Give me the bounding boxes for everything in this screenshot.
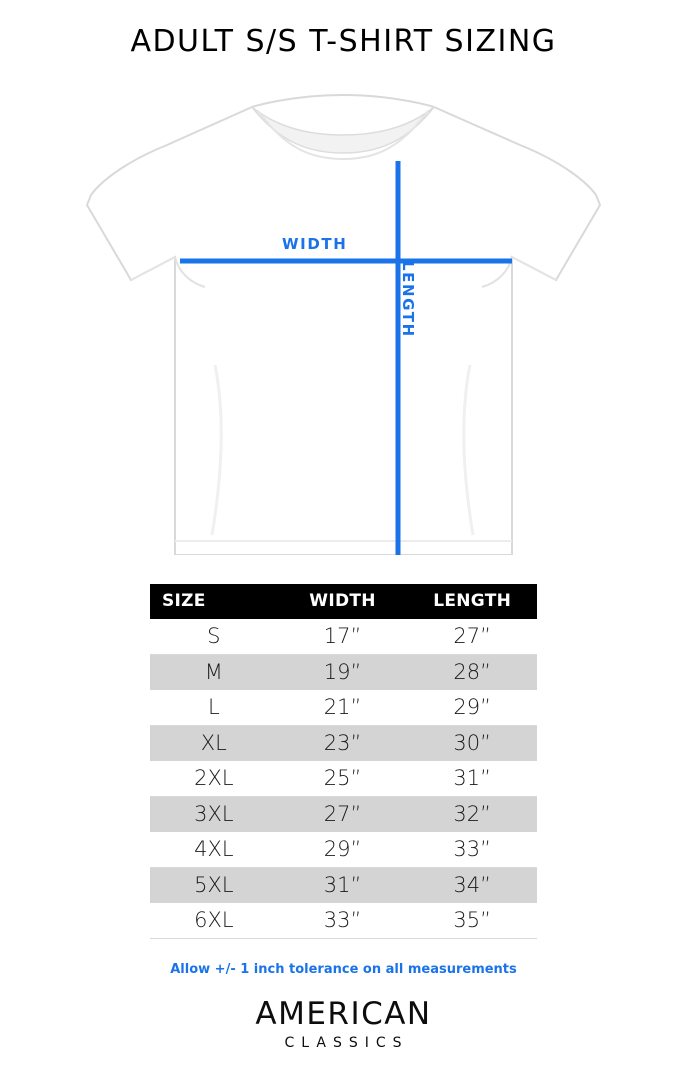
cell-length: 31” [407, 761, 537, 797]
cell-length: 32” [407, 797, 537, 833]
cell-width: 27” [278, 797, 408, 833]
table-row [150, 619, 537, 655]
table-row [150, 690, 537, 726]
column-header-size: SIZE [150, 584, 278, 619]
size-table [150, 584, 537, 939]
cell-size: 6XL [150, 903, 278, 939]
cell-width: 23” [278, 726, 408, 762]
cell-length: 30” [407, 726, 537, 762]
column-header-length: LENGTH [407, 584, 537, 619]
width-measure-label: WIDTH [282, 235, 348, 253]
cell-width: 21” [278, 690, 408, 726]
table-row [150, 903, 537, 939]
cell-size: L [150, 690, 278, 726]
page-title: ADULT S/S T-SHIRT SIZING [130, 24, 557, 59]
tshirt-graphic [0, 65, 687, 555]
brand-logo [0, 996, 687, 1051]
column-header-width: WIDTH [278, 584, 408, 619]
table-row [150, 655, 537, 691]
cell-size: XL [150, 726, 278, 762]
cell-size: 2XL [150, 761, 278, 797]
cell-width: 31” [278, 868, 408, 904]
table-row [150, 726, 537, 762]
table-row [150, 868, 537, 904]
tolerance-note: Allow +/- 1 inch tolerance on all measurements [170, 962, 517, 977]
cell-length: 28” [407, 655, 537, 691]
brand-name-primary: AMERICAN [255, 996, 432, 1032]
table-row [150, 832, 537, 868]
table-row [150, 761, 537, 797]
brand-name-secondary: CLASSICS [284, 1035, 409, 1051]
cell-length: 34” [407, 868, 537, 904]
cell-width: 17” [278, 619, 408, 655]
cell-size: 5XL [150, 868, 278, 904]
cell-length: 33” [407, 832, 537, 868]
cell-length: 27” [407, 619, 537, 655]
table-header-row [150, 584, 537, 619]
cell-length: 35” [407, 903, 537, 939]
cell-size: S [150, 619, 278, 655]
shirt-illustration [0, 65, 687, 555]
cell-width: 33” [278, 903, 408, 939]
cell-width: 25” [278, 761, 408, 797]
cell-size: 3XL [150, 797, 278, 833]
cell-width: 19” [278, 655, 408, 691]
cell-size: M [150, 655, 278, 691]
cell-width: 29” [278, 832, 408, 868]
cell-size: 4XL [150, 832, 278, 868]
size-table-container [150, 584, 537, 939]
cell-length: 29” [407, 690, 537, 726]
table-row [150, 797, 537, 833]
length-measure-label: LENGTH [399, 261, 417, 338]
